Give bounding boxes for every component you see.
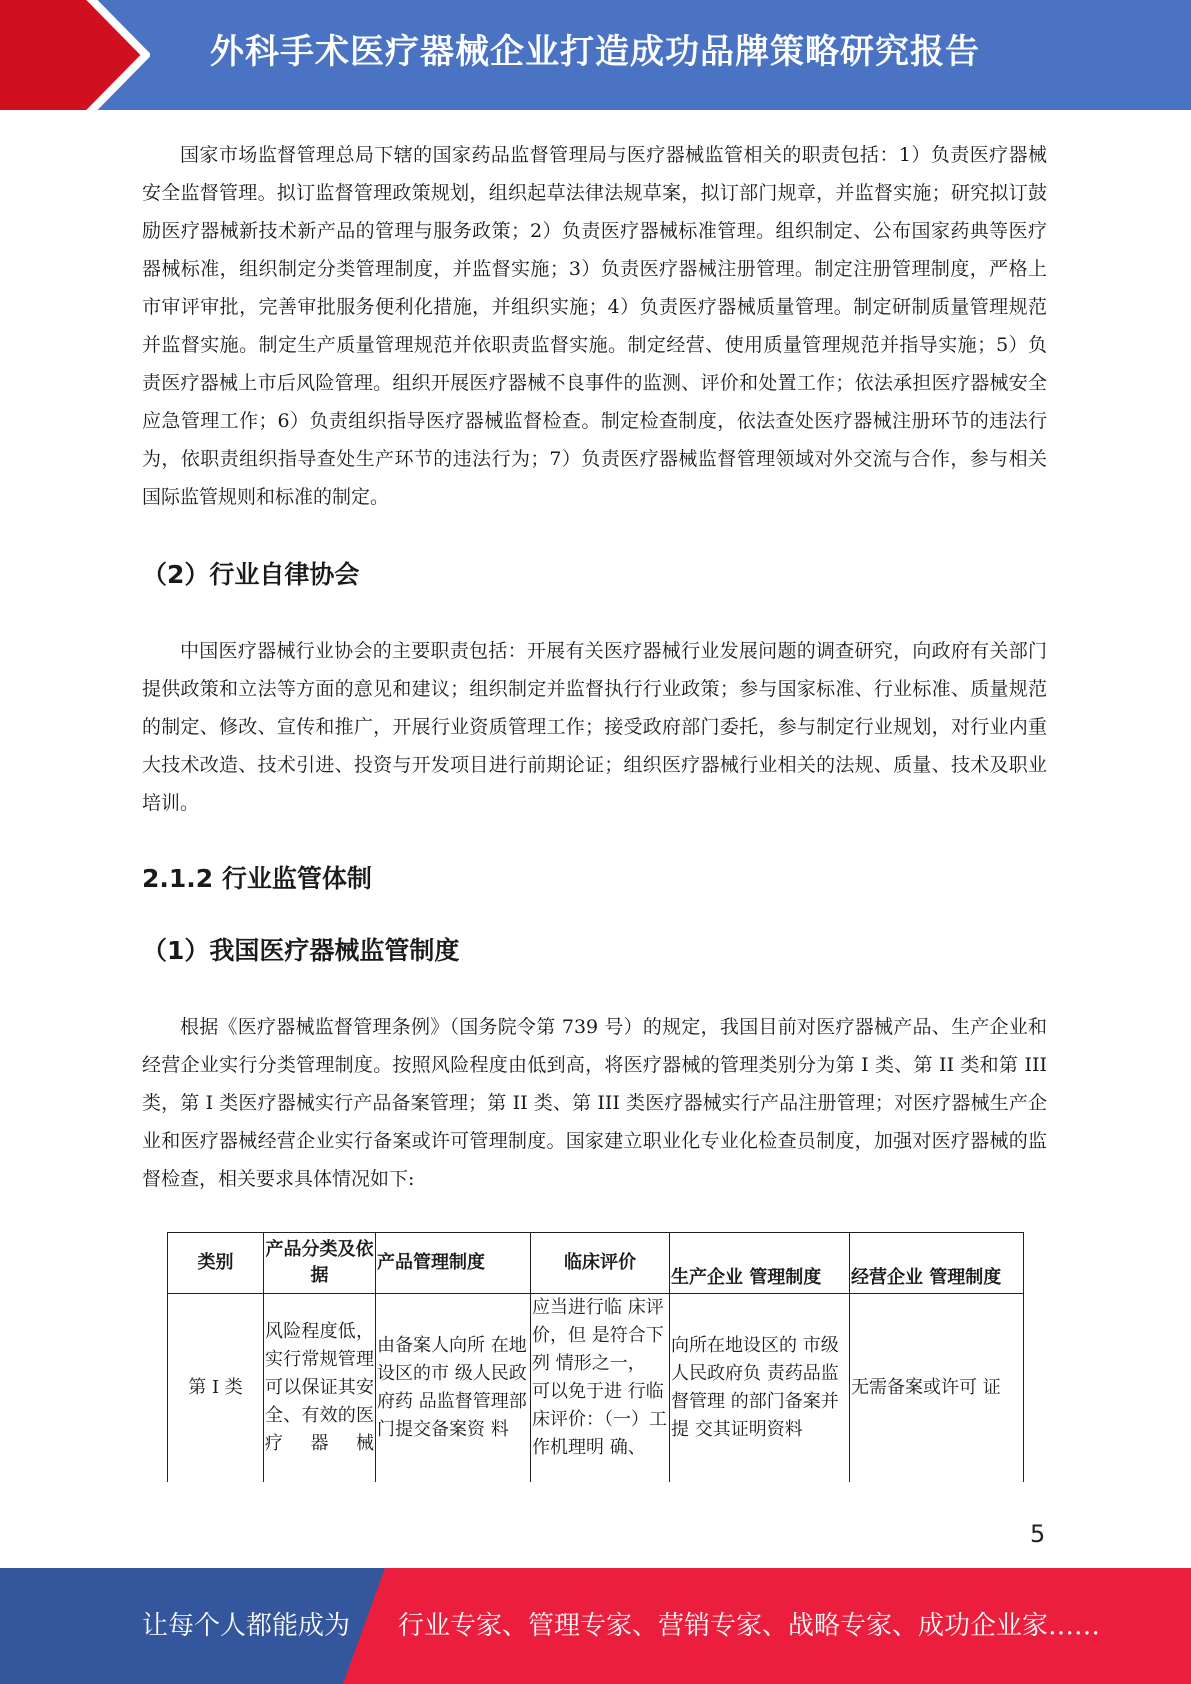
paragraph-classification: 根据《医疗器械监督管理条例》（国务院令第 739 号）的规定，我国目前对医疗器械产品、生产企业和经营企业实行分类管理制度。按照风险程度由低到高，将医疗器械的管理类别分为第 I 类、第 II 类和第 III 类，第 I 类医疗器械实行产品备案管理；第 II 类、第 III 类医疗器械实行产品注册管理；对医疗器械生产企业和医疗器械经营企业实行备案或许可管理制度。国家建立职业化专业化检查员制度，加强对医疗器械的监督检查，相关要求具体情况如下: [142,1016,1047,1190]
heading-regulatory-system: 2.1.2 行业监管体制 [142,864,372,893]
table-header-cell: 产品管理制度 [376,1233,531,1294]
table-cell-seller-mgmt: 无需备案或许可 证 [850,1294,1024,1483]
table-header-cell: 类别 [168,1233,264,1294]
heading-industry-association: （2）行业自律协会 [142,560,360,589]
table-row [168,1294,1024,1483]
heading-device-regulation: （1）我国医疗器械监管制度 [142,936,460,965]
footer-slogan-left: 让每个人都能成为 [142,1611,351,1641]
table-cell-category: 第 I 类 [168,1294,264,1483]
table-header-cell: 生产企业 管理制度 [670,1233,850,1294]
table-header-cell: 产品分类及依据 [264,1233,376,1294]
table-header-cell: 经营企业 管理制度 [850,1233,1024,1294]
table-cell-clinical: 应当进行临 床评价，但 是符合下列 情形之一， 可以免于进 行临床评价：（一）工作机理明 确、 [531,1294,670,1483]
paragraph-nmpa-duties: 国家市场监督管理总局下辖的国家药品监督管理局与医疗器械监管相关的职责包括：1）负责医疗器械安全监督管理。拟订监督管理政策规划，组织起草法律法规草案，拟订部门规章，并监督实施；研究拟订鼓励医疗器械新技术新产品的管理与服务政策；2）负责医疗器械标准管理。组织制定、公布国家药典等医疗器械标准，组织制定分类管理制度，并监督实施；3）负责医疗器械注册管理。制定注册管理制度，严格上市审评审批，完善审批服务便利化措施，并组织实施；4）负责医疗器械质量管理。制定研制质量管理规范并监督实施。制定生产质量管理规范并依职责监督实施。制定经营、使用质量管理规范并指导实施；5）负责医疗器械上市后风险管理。组织开展医疗器械不良事件的监测、评价和处置工作；依法承担医疗器械安全应急管理工作；6）负责组织指导医疗器械监督检查。制定检查制度，依法查处医疗器械注册环节的违法行为，依职责组织指导查处生产环节的违法行为；7）负责医疗器械监督管理领域对外交流与合作，参与相关国际监管规则和标准的制定。 [142,144,1047,508]
page-content [142,136,1047,1198]
regulation-table [167,1232,1024,1482]
table-header-row [168,1233,1024,1294]
paragraph-association-duties: 中国医疗器械行业协会的主要职责包括：开展有关医疗器械行业发展问题的调查研究，向政府有关部门提供政策和立法等方面的意见和建议；组织制定并监督执行行业政策；参与国家标准、行业标准、质量规范的制定、修改、宣传和推广，开展行业资质管理工作；接受政府部门委托，参与制定行业规划，对行业内重大技术改造、技术引进、投资与开发项目进行前期论证；组织医疗器械行业相关的法规、质量、技术及职业培训。 [142,640,1047,814]
page-number: 5 [1030,1520,1046,1548]
footer-slogan-right: 行业专家、管理专家、营销专家、战略专家、成功企业家…… [398,1611,1101,1641]
table-cell-basis: 风险程度低，实行常规管理可以保证其安全、有效的医疗器械 [264,1294,376,1483]
table-header-cell: 临床评价 [531,1233,670,1294]
table-cell-product-mgmt: 由备案人向所 在地设区的市 级人民政府药 品监督管理部 门提交备案资 料 [376,1294,531,1483]
report-title: 外科手术医疗器械企业打造成功品牌策略研究报告 [210,32,980,72]
table-cell-producer-mgmt: 向所在地设区的 市级人民政府负 责药品监督管理 的部门备案并提 交其证明资料 [670,1294,850,1483]
header-arrow-decoration [0,0,150,110]
